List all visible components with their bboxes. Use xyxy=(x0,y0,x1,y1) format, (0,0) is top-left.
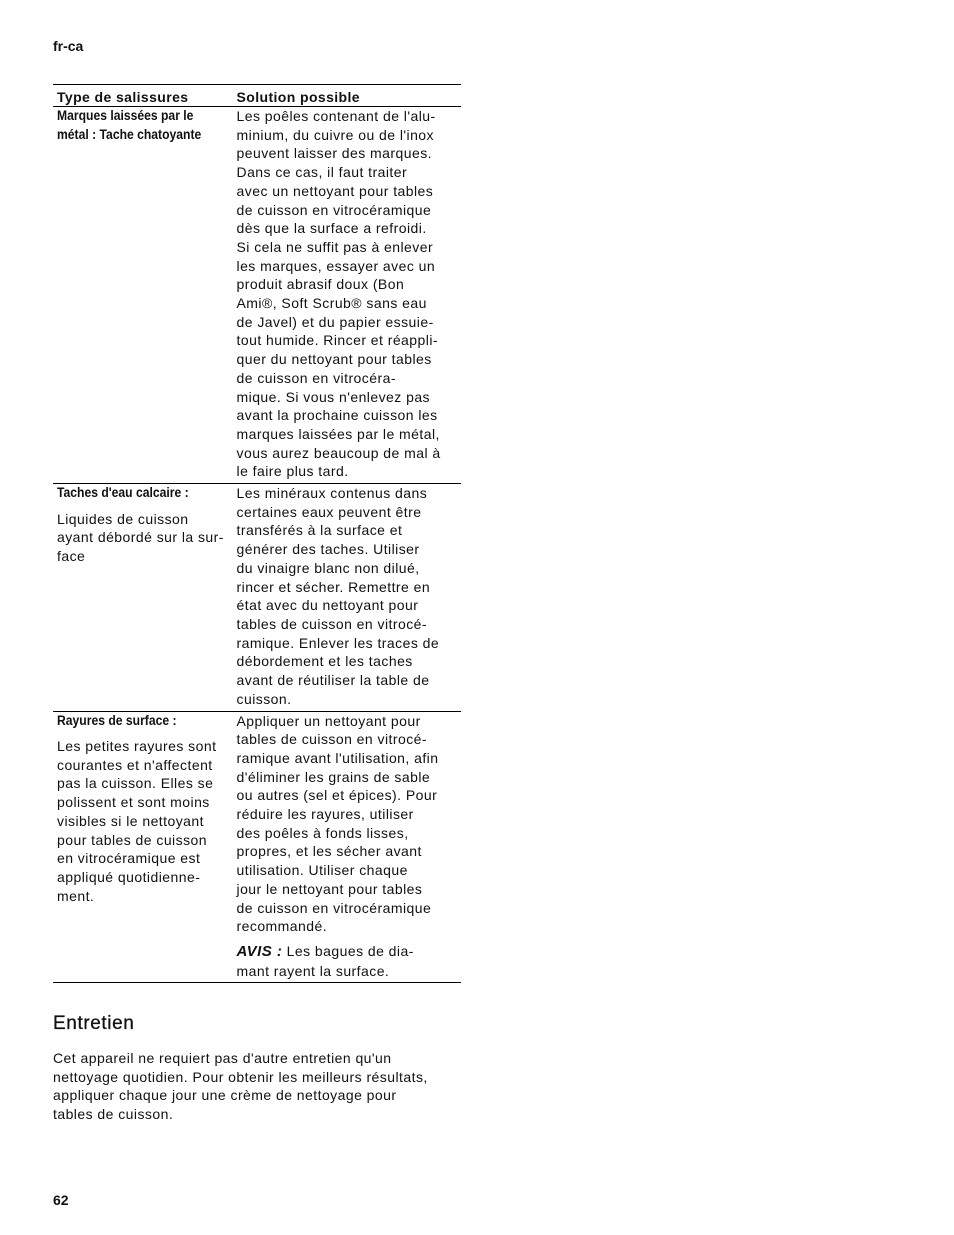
soil-type-description: Liquides de cuisson ayant débordé sur la sur- face xyxy=(57,510,224,564)
solution-cell xyxy=(233,711,461,983)
notice-body: Les bagues de dia- mant rayent la surface. xyxy=(236,942,414,979)
soiling-table xyxy=(53,84,461,983)
solution-cell xyxy=(233,484,461,711)
section-heading: Entretien xyxy=(53,1013,135,1034)
solution-text: Appliquer un nettoyant pour tables de cuisson en vitrocé- ramique avant l'utilisation, afin d'éliminer les grains de sable ou autres (sel et épices). Pour réduire les rayures, utiliser des poêles à fonds lisses, propres, et les sécher avant utilisation. Utiliser chaque jour le nettoyant pour tables de cuisson en vitrocéramique recommandé. xyxy=(236,712,439,935)
notice-text xyxy=(237,942,457,980)
column-header-soil-type: Type de salissures xyxy=(53,85,233,107)
soil-type-title: Rayures de surface : xyxy=(57,712,177,728)
soil-type-title: Taches d'eau calcaire : xyxy=(57,485,189,501)
soil-type-cell xyxy=(53,107,233,484)
solution-text: Les minéraux contenus dans certaines eaux peuvent être transférés à la surface et générer des taches. Utiliser du vinaigre blanc non dilué, rincer et sécher. Remettre en état avec du nettoyant pour tables de cuisson en vitrocé- ramique. Enlever les traces de débordement et les taches avant de réutiliser la table de cuisson. xyxy=(236,485,440,707)
soil-type-description: Les petites rayures sont courantes et n'affectent pas la cuisson. Elles se polissent et sont moins visibles si le nettoyant pour tables de cuisson en vitrocéramique est appliqué quotidienne- ment. xyxy=(57,738,217,904)
table-row xyxy=(53,107,461,484)
table-row xyxy=(53,484,461,711)
soil-type-cell xyxy=(53,484,233,711)
notice-label: AVIS : xyxy=(236,942,283,960)
solution-text: Les poêles contenant de l'alu- minium, du cuivre ou de l'inox peuvent laisser des marques. Dans ce cas, il faut traiter avec un nettoyant pour tables de cuisson en vitrocéramique dès que la surface a refroidi. Si cela ne suffit pas à enlever les marques, essayer avec un produit abrasif doux (Bon Ami®, Soft Scrub® sans eau de Javel) et du papier essuie- tout humide. Rincer et réappli- quer du nettoyant pour tables de cuisson en vitrocéra- mique. Si vous n'enlevez pas avant la prochaine cuisson les marques laissées par le métal, vous aurez beaucoup de mal à le faire plus tard. xyxy=(236,108,441,480)
soil-type-title: Marques laissées par le métal : Tache chatoyante xyxy=(57,108,202,142)
page-number: 62 xyxy=(53,1192,69,1208)
language-code: fr-ca xyxy=(53,38,84,54)
soil-type-cell xyxy=(53,711,233,983)
table-header-row xyxy=(53,85,461,107)
solution-cell xyxy=(233,107,461,484)
column-header-solution: Solution possible xyxy=(233,85,461,107)
table-row xyxy=(53,711,461,983)
section-paragraph: Cet appareil ne requiert pas d'autre entretien qu'un nettoyage quotidien. Pour obtenir les meilleurs résultats, appliquer chaque jour une crème de nettoyage pour tables de cuisson. xyxy=(53,1050,428,1123)
